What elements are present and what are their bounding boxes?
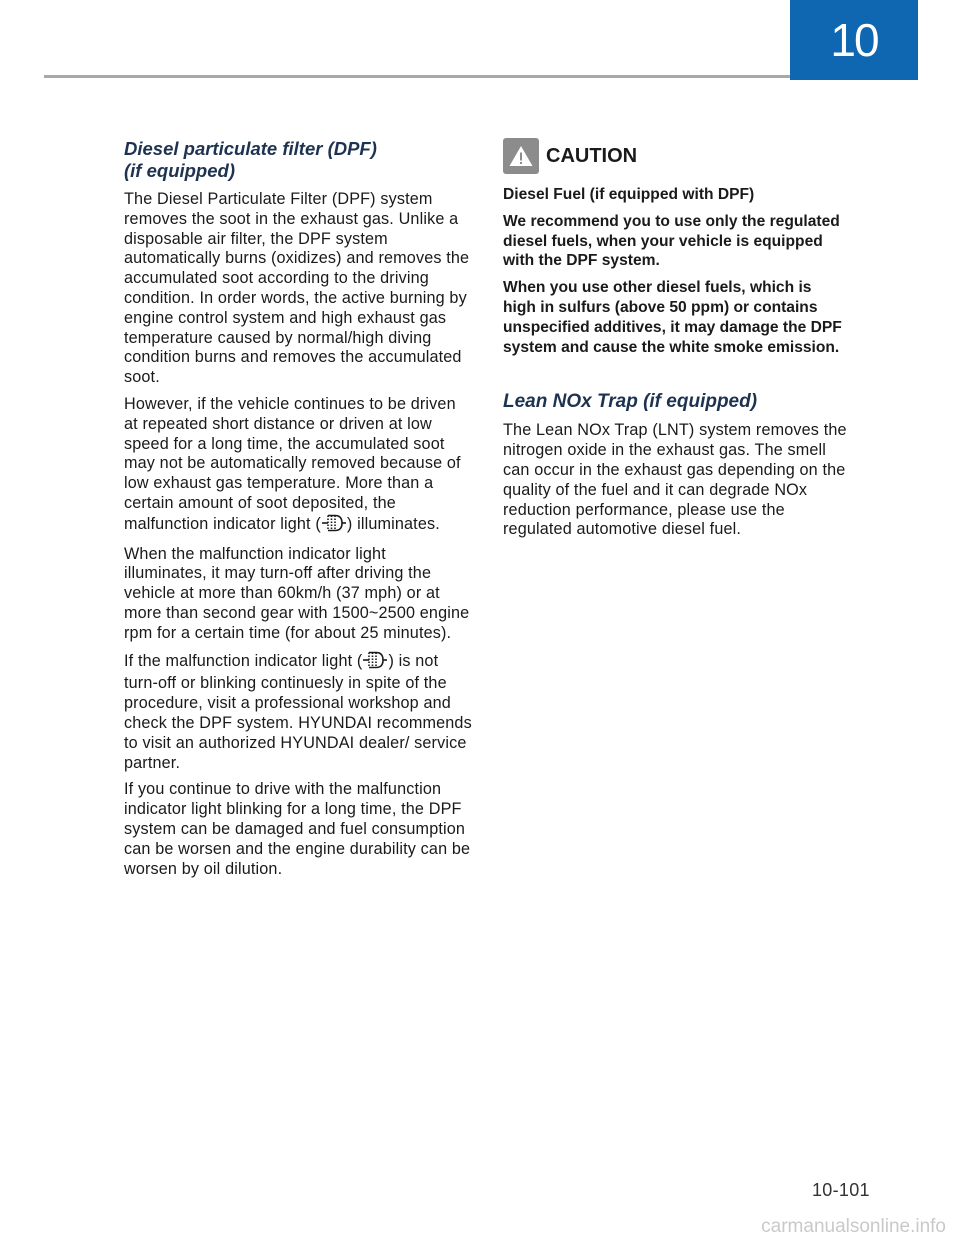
dpf-paragraph-2 — [124, 395, 472, 538]
dpf-title-line2: (if equipped) — [124, 160, 235, 181]
dpf-section-title — [124, 138, 472, 182]
watermark: carmanualsonline.info — [761, 1216, 946, 1237]
caution-label: CAUTION — [546, 144, 638, 167]
lnt-paragraph-1: The Lean NOx Trap (LNT) system removes the nitrogen oxide in the exhaust gas. The smell can occur in the exhaust gas depending on the quality of the fuel and it can degrade NOx reduction performance, please use the regulated automotive diesel fuel. — [503, 421, 847, 539]
left-column — [124, 138, 472, 886]
dpf-paragraph-5: If you continue to drive with the malfunction indicator light blinking for a long time, the DPF system can be damaged and fuel consumption can be worsen and the engine durability can be worsen by oil dilution. — [124, 780, 471, 878]
dpf-paragraph-2-text-b: ) illuminates. — [346, 514, 440, 533]
caution-paragraph-2: When you use other diesel fuels, which is high in sulfurs (above 50 ppm) or contains unspecified additives, it may damage the DPF system and cause the white smoke emission. — [503, 279, 842, 356]
dpf-paragraph-2-text-a: However, if the vehicle continues to be driven at repeated short distance or driven at low speed for a long time, the accumulated soot may not be automatically removed because of low exhaust gas temperature. More than a certain amount of soot deposited, the malfunction indicator light ( — [124, 394, 461, 533]
page-number: 10-101 — [812, 1180, 870, 1200]
chapter-tab — [790, 0, 918, 80]
header-rule — [44, 75, 790, 78]
lnt-section-title: Lean NOx Trap (if equipped) — [503, 391, 758, 413]
dpf-paragraph-4 — [124, 651, 472, 774]
dpf-paragraph-1: The Diesel Particulate Filter (DPF) system removes the soot in the exhaust gas. Unlike a disposable air filter, the DPF system automatically burns (oxidizes) and removes the accumulated soot according to the driving condition. In order words, the active burning by engine control system and high exhaust gas temperature caused by normal/high diving condition burns and removes the accumulated soot. — [124, 190, 470, 387]
dpf-paragraph-4-text-b: ) is not turn-off or blinking continuesly in spite of the procedure, visit a professional workshop and check the DPF system. HYUNDAI recommends to visit an authorized HYUNDAI dealer/ service partner. — [124, 651, 472, 772]
dpf-indicator-icon — [362, 651, 388, 675]
chapter-number: 10 — [830, 14, 878, 66]
caution-header — [503, 138, 848, 174]
dpf-paragraph-3: When the malfunction indicator light illuminates, it may turn-off after driving the vehicle at more than 60km/h (37 mph) or at more than second gear with 1500~2500 engine rpm for a certain time (for about 25 minutes). — [124, 544, 470, 642]
caution-subtitle: Diesel Fuel (if equipped with DPF) — [503, 186, 755, 203]
dpf-title-line1: Diesel particulate filter (DPF) — [124, 138, 377, 159]
warning-triangle-icon — [503, 138, 539, 174]
dpf-paragraph-4-text-a: If the malfunction indicator light ( — [124, 651, 363, 670]
right-column — [503, 138, 848, 547]
caution-paragraph-1: We recommend you to use only the regulated diesel fuels, when your vehicle is equipped with the DPF system. — [503, 212, 840, 270]
dpf-indicator-icon — [321, 514, 347, 538]
